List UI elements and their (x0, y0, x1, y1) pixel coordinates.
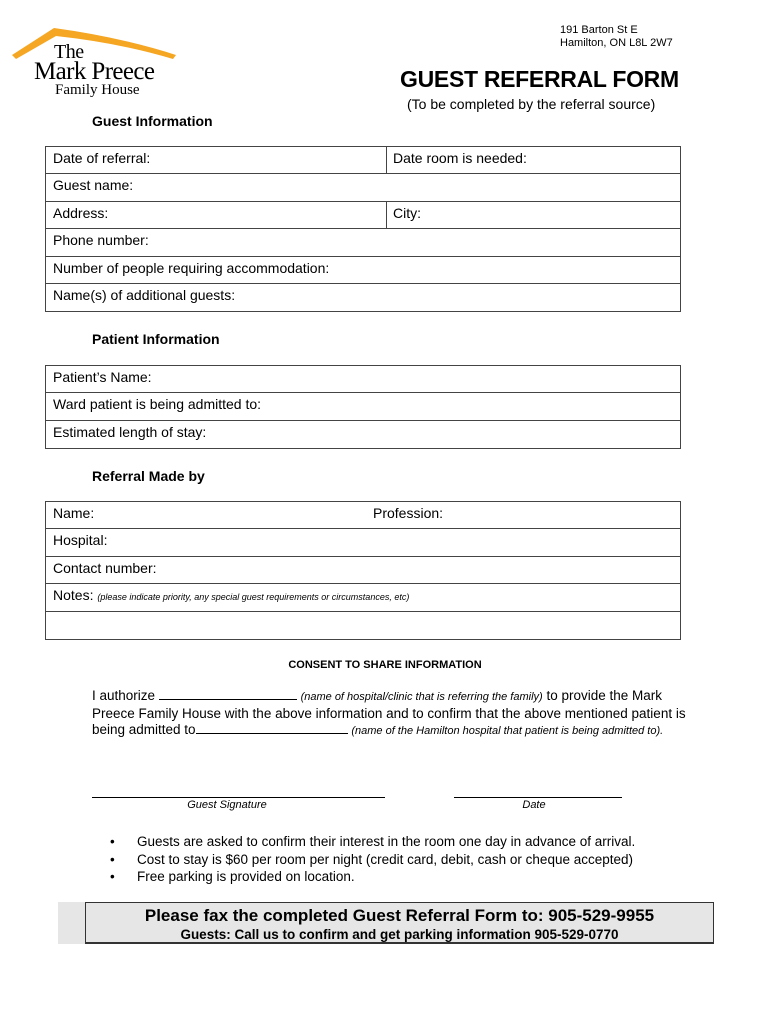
address-field[interactable]: Address: (53, 204, 109, 221)
address-line-1: 191 Barton St E (560, 24, 638, 36)
consent-heading: CONSENT TO SHARE INFORMATION (288, 659, 482, 671)
referrer-name-row (46, 502, 680, 529)
patient-info-heading: Patient Information (92, 331, 220, 347)
bullet-item: • Free parking is provided on location. (110, 868, 635, 886)
column-divider (386, 147, 387, 173)
date-row (46, 147, 680, 174)
guest-signature-line[interactable] (92, 797, 385, 798)
phone-row (46, 229, 680, 256)
guest-signature-label: Guest Signature (187, 799, 267, 811)
referrer-name-field[interactable]: Name: (53, 505, 95, 521)
fax-instruction: Please fax the completed Guest Referral Form to: 905-529-9955 (144, 906, 655, 925)
length-of-stay-row (46, 421, 680, 448)
patient-info-table (45, 365, 681, 449)
date-signature-line[interactable] (454, 797, 622, 798)
notes-row (46, 584, 680, 611)
referral-table (45, 501, 681, 640)
notes-blank-row[interactable] (46, 612, 680, 639)
fax-box-shade (58, 902, 86, 944)
logo-line-mark-preece: Mark Preece (34, 58, 155, 85)
info-bullet-list (110, 833, 635, 886)
ward-field[interactable]: Ward patient is being admitted to: (53, 396, 262, 413)
date-of-referral-field[interactable]: Date of referral: (53, 150, 151, 166)
form-title: GUEST REFERRAL FORM (400, 66, 679, 92)
guest-info-table (45, 146, 681, 312)
patient-name-row (46, 366, 680, 393)
notes-hint: (please indicate priority, any special guest requirements or circumstances, etc) (97, 592, 410, 603)
profession-field[interactable]: Profession: (373, 505, 444, 521)
length-of-stay-field[interactable]: Estimated length of stay: (53, 423, 207, 440)
guest-name-field[interactable]: Guest name: (53, 177, 134, 194)
guest-info-heading: Guest Information (92, 113, 213, 129)
contact-number-field[interactable]: Contact number: (53, 559, 157, 576)
hospital-row (46, 529, 680, 556)
date-signature-label: Date (522, 799, 546, 811)
address-line-2: Hamilton, ON L8L 2W7 (560, 37, 673, 49)
phone-number-field[interactable]: Phone number: (53, 232, 149, 249)
notes-field[interactable] (53, 587, 409, 603)
bullet-item: • Cost to stay is $60 per room per night (credit card, debit, cash or cheque accepted) (110, 851, 635, 869)
num-people-field[interactable]: Number of people requiring accommodation: (53, 259, 330, 276)
additional-guests-row (46, 284, 680, 311)
fax-banner (85, 902, 714, 944)
consent-hint-1: (name of hospital/clinic that is referring the family) (300, 691, 543, 703)
consent-hint-2: (name of the Hamilton hospital that patient is being admitted to). (351, 725, 664, 738)
bullet-item: • Guests are asked to confirm their interest in the room one day in advance of arrival. (110, 833, 635, 851)
logo-line-family-house: Family House (55, 82, 140, 98)
consent-text (92, 688, 692, 740)
admitting-hospital-blank[interactable] (196, 722, 348, 734)
logo (10, 25, 180, 103)
form-subtitle: (To be completed by the referral source) (407, 96, 656, 112)
referral-heading: Referral Made by (92, 468, 205, 484)
patient-name-field[interactable]: Patient’s Name: (53, 369, 152, 385)
date-room-needed-field[interactable]: Date room is needed: (393, 150, 527, 166)
column-divider (386, 202, 387, 228)
contact-row (46, 557, 680, 584)
address-block (560, 24, 673, 50)
consent-part-2: to provide the Mark Preece Family House with the above information and to confirm that the above mentioned patient is being admitted to (92, 688, 686, 738)
referring-hospital-blank[interactable] (159, 688, 297, 700)
guest-name-row (46, 174, 680, 201)
city-field[interactable]: City: (393, 204, 421, 221)
consent-part-1: I authorize (92, 688, 156, 703)
num-people-row (46, 257, 680, 284)
call-instruction: Guests: Call us to confirm and get parking information 905-529-0770 (180, 927, 619, 942)
logo-line-the: The (54, 41, 84, 63)
address-row (46, 202, 680, 229)
ward-row (46, 393, 680, 420)
notes-label: Notes: (53, 587, 94, 604)
hospital-field[interactable]: Hospital: (53, 532, 108, 549)
additional-guests-field[interactable]: Name(s) of additional guests: (53, 286, 236, 303)
